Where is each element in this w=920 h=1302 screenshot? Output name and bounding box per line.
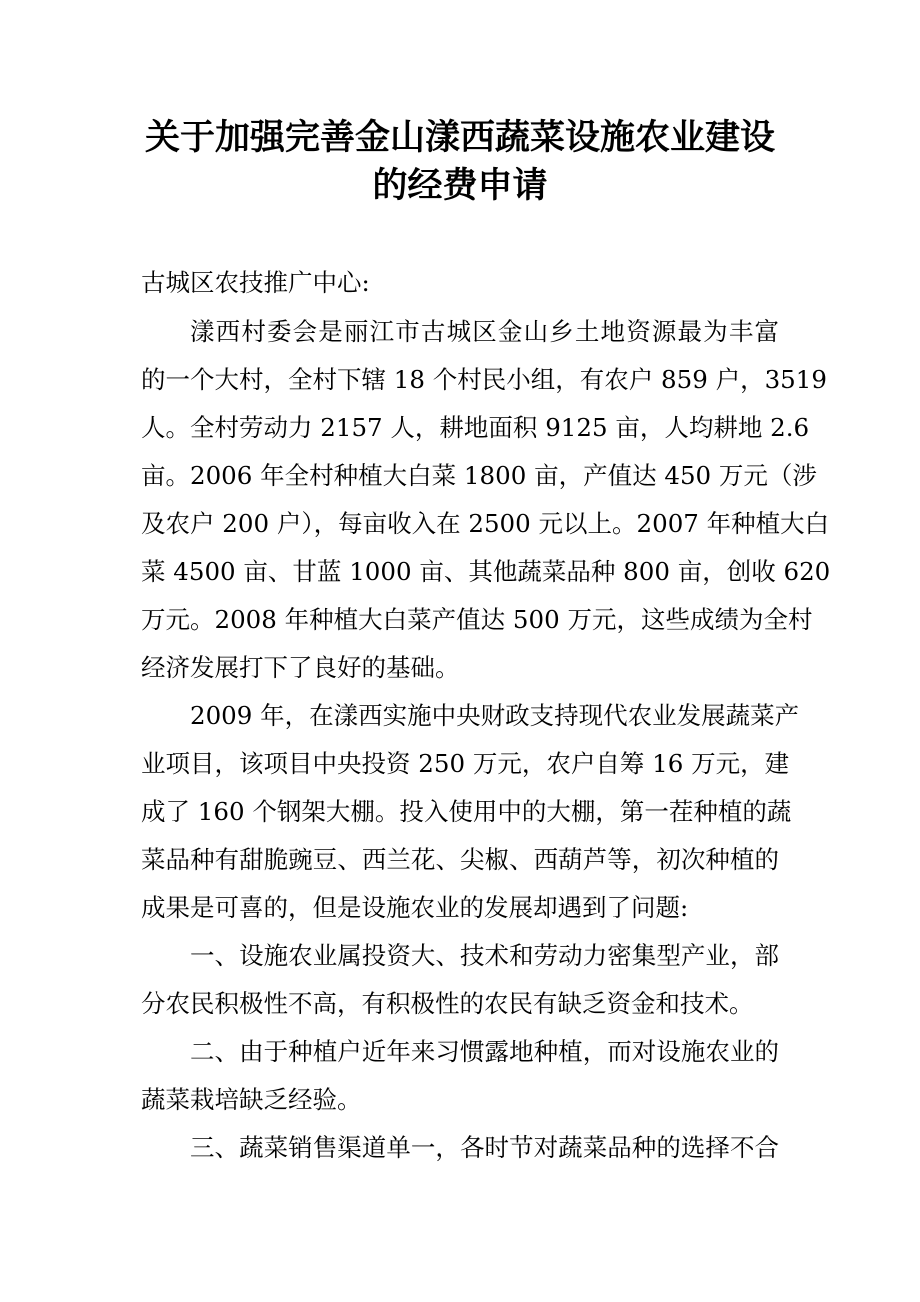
salutation: 古城区农技推广中心: <box>141 268 370 297</box>
body-line: 业项目，该项目中央投资 250 万元，农户自筹 16 万元，建 <box>141 749 790 778</box>
document-title-line-2: 的经费申请 <box>372 165 548 206</box>
body-line: 2009 年，在漾西实施中央财政支持现代农业发展蔬菜产 <box>190 701 800 730</box>
body-line: 菜 4500 亩、甘蓝 1000 亩、其他蔬菜品种 800 亩，创收 620 <box>141 557 831 586</box>
body-line: 成果是可喜的，但是设施农业的发展却遇到了问题: <box>141 893 689 922</box>
body-line: 菜品种有甜脆豌豆、西兰花、尖椒、西葫芦等，初次种植的 <box>141 845 779 874</box>
document-title-line-1: 关于加强完善金山漾西蔬菜设施农业建设 <box>144 117 775 158</box>
body-line: 经济发展打下了良好的基础。 <box>141 653 460 682</box>
body-line: 及农户 200 户），每亩收入在 2500 元以上。2007 年种植大白 <box>141 509 830 538</box>
body-line: 分农民积极性不高，有积极性的农民有缺乏资金和技术。 <box>141 989 754 1018</box>
body-line: 二、由于种植户近年来习惯露地种植，而对设施农业的 <box>190 1037 779 1066</box>
body-line: 万元。2008 年种植大白菜产值达 500 万元，这些成绩为全村 <box>141 605 813 634</box>
body-line: 漾西村委会是丽江市古城区金山乡土地资源最为丰富 <box>190 317 779 346</box>
body-line: 三、蔬菜销售渠道单一，各时节对蔬菜品种的选择不合 <box>190 1133 779 1162</box>
body-line: 蔬菜栽培缺乏经验。 <box>141 1085 362 1114</box>
body-line: 亩。2006 年全村种植大白菜 1800 亩，产值达 450 万元（涉 <box>141 461 817 490</box>
body-line: 的一个大村，全村下辖 18 个村民小组，有农户 859 户，3519 <box>141 365 827 394</box>
body-line: 一、设施农业属投资大、技术和劳动力密集型产业，部 <box>190 941 779 970</box>
body-line: 成了 160 个钢架大棚。投入使用中的大棚，第一茬种植的蔬 <box>141 797 792 826</box>
body-line: 人。全村劳动力 2157 人，耕地面积 9125 亩，人均耕地 2.6 <box>141 413 810 442</box>
